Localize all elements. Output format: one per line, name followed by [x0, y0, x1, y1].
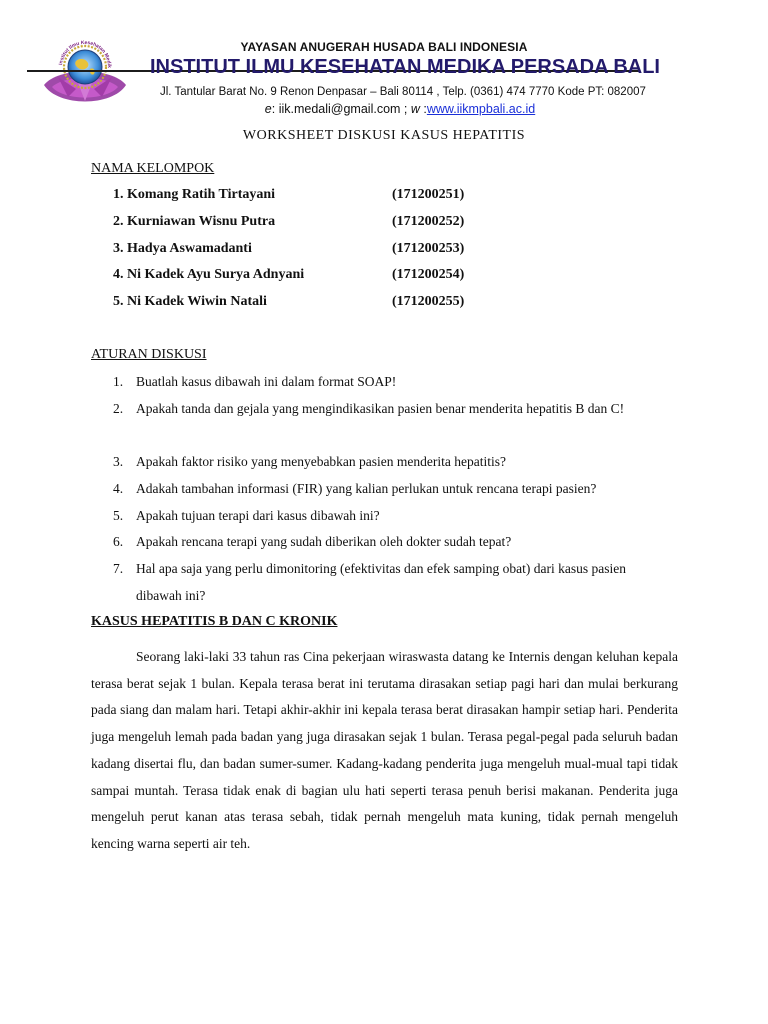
member-name: 5. Ni Kadek Wiwin Natali [113, 294, 267, 309]
institute-address: Jl. Tantular Barat No. 9 Renon Denpasar – Bali 80114 , Telp. (0361) 474 7770 Kode PT: 082007 [160, 86, 646, 98]
member-row [113, 267, 533, 287]
member-nim: (171200252) [392, 214, 465, 229]
rule-text: Buatlah kasus dibawah ini dalam format SOAP! [136, 374, 397, 389]
case-paragraph: Seorang laki-laki 33 tahun ras Cina pekerjaan wiraswasta datang ke Internis dengan keluhan kepala terasa berat sejak 1 bulan. Kepala terasa berat ini terutama dirasakan setiap pagi hari dan mulai berkurang pada siang dan malam hari. Tetapi akhir-akhir ini kepala terasa berat dirasakan hampir setiap hari. Penderita juga mengeluh lemah pada badan yang juga dirasakan sejak 1 bulan. Terasa pegal-pegal pada seluruh badan kadang disertai flu, dan badan sumer-sumer. Kadang-kadang penderita juga mengeluh mual-mual tapi tidak sampai muntah. Terasa tidak enak di bagian ulu hati seperti terasa penuh berisi makanan. Penderita juga mengeluh perut kanan atas terasa sebah, tidak pernah mengeluh mata kuning, tidak pernah mengeluh kencing warna seperti air teh. [91, 649, 678, 851]
institute-name: INSTITUT ILMU KESEHATAN MEDIKA PERSADA BALI [150, 56, 660, 78]
case-heading: KASUS HEPATITIS B DAN C KRONIK [91, 614, 338, 629]
email-address: iik.medali@gmail.com [278, 102, 401, 116]
email-prefix: e [264, 102, 272, 116]
rule-text: Apakah rencana terapi yang sudah diberikan oleh dokter sudah tepat? [136, 534, 512, 549]
member-row [113, 294, 533, 314]
foundation-name: YAYASAN ANUGERAH HUSADA BALI INDONESIA [240, 40, 528, 54]
web-prefix: w [410, 102, 420, 116]
rule-number: 6. [113, 534, 124, 549]
institute-contact: e: iik.medali@gmail.com ; w :www.iikmpbali.ac.id [264, 102, 536, 116]
member-name: 1. Komang Ratih Tirtayani [113, 187, 276, 202]
website-link[interactable]: www.iikmpbali.ac.id [426, 102, 536, 116]
member-row [113, 187, 533, 207]
rule-text: Apakah faktor risiko yang menyebabkan pasien menderita hepatitis? [136, 454, 506, 469]
rule-text: Apakah tujuan terapi dari kasus dibawah ini? [136, 508, 380, 523]
rule-number: 4. [113, 481, 124, 496]
member-name: 3. Hadya Aswamadanti [113, 241, 252, 256]
member-nim: (171200255) [392, 294, 465, 309]
member-nim: (171200254) [392, 267, 465, 282]
member-name: 2. Kurniawan Wisnu Putra [113, 214, 276, 229]
rule-number: 5. [113, 508, 124, 523]
rule-number: 3. [113, 454, 124, 469]
member-nim: (171200251) [392, 187, 465, 202]
rule-text: Hal apa saja yang perlu dimonitoring (efektivitas dan efek samping obat) dari kasus pasien dibawah ini? [136, 561, 626, 603]
rule-number: 7. [113, 561, 124, 576]
member-row [113, 241, 533, 261]
member-row [113, 214, 533, 234]
group-heading: NAMA KELOMPOK [91, 161, 215, 176]
svg-text:Institut Ilmu Kesehatan Medika: Institut Ilmu Kesehatan Medik [58, 39, 113, 68]
rule-number: 1. [113, 374, 124, 389]
rule-text: Adakah tambahan informasi (FIR) yang kalian perlukan untuk rencana terapi pasien? [136, 481, 597, 496]
member-name: 4. Ni Kadek Ayu Surya Adnyani [113, 267, 305, 282]
rules-heading: ATURAN DISKUSI [91, 347, 207, 362]
document-title: WORKSHEET DISKUSI KASUS HEPATITIS [242, 128, 526, 143]
member-nim: (171200253) [392, 241, 465, 256]
rule-text: Apakah tanda dan gejala yang mengindikasikan pasien benar menderita hepatitis B dan C! [136, 401, 625, 416]
rule-number: 2. [113, 401, 124, 416]
